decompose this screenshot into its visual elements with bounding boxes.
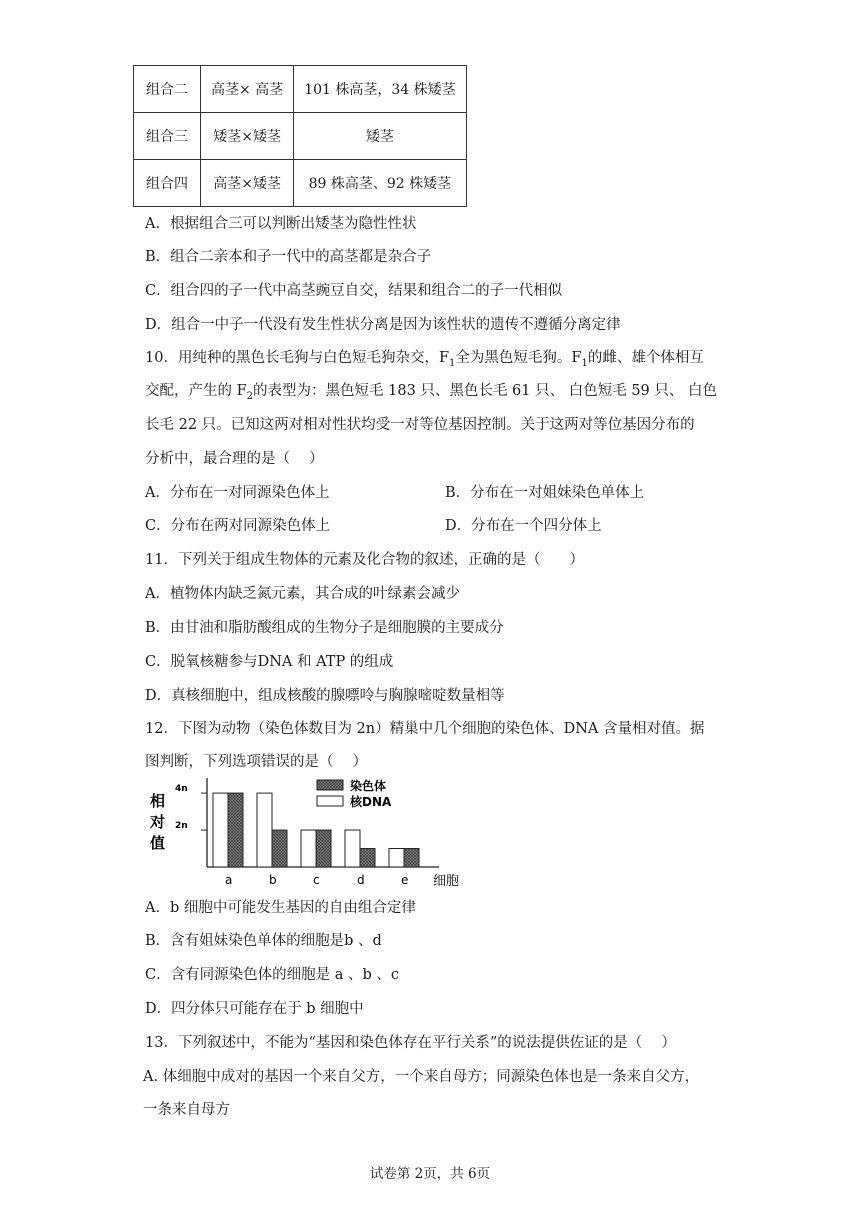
x-tick-label: a	[225, 873, 233, 887]
q10-stem-line2	[145, 381, 717, 407]
q10-option-a: A．分布在一对同源染色体上	[145, 485, 330, 501]
q12-stem-line2: 图判断，下列选项错误的是（ ）	[145, 754, 368, 770]
page-footer: 试卷第 2页，共 6页	[369, 1166, 491, 1182]
bar-chromosome	[360, 849, 375, 867]
cross-results-table	[133, 65, 467, 207]
x-tick-label: b	[269, 873, 277, 887]
q12-option-d: D．四分体只可能存在于 b 细胞中	[145, 1001, 364, 1017]
legend-swatch-dna	[317, 796, 343, 806]
q10-option-d: D．分布在一个四分体上	[445, 518, 602, 534]
x-tick-label: d	[357, 873, 365, 887]
table-cell-group: 组合四	[134, 160, 201, 207]
table-cell-result: 101 株高茎，34 株矮茎	[294, 66, 466, 113]
y-tick-label: 2n	[175, 821, 188, 832]
q10-text: 的雌、雄个体相互	[587, 350, 704, 366]
q11-stem: 11．下列关于组成生物体的元素及化合物的叙述，正确的是（ ）	[145, 552, 584, 568]
y-axis-label-char: 对	[150, 813, 166, 831]
q10-option-c: C．分布在两对同源染色体上	[145, 518, 331, 534]
x-axis-label: 细胞	[433, 874, 460, 889]
q9-option-a: A．根据组合三可以判断出矮茎为隐性性状	[145, 216, 417, 232]
q9-option-c: C．组合四的子一代中高茎豌豆自交，结果和组合二的子一代相似	[145, 283, 563, 299]
table-row	[134, 66, 467, 113]
q10-text: 全为黑色短毛狗。F	[455, 350, 582, 366]
q11-option-a: A．植物体内缺乏氮元素，其合成的叶绿素会减少	[145, 586, 460, 602]
q9-option-d: D．组合一中子一代没有发生性状分离是因为该性状的遗传不遵循分离定律	[145, 317, 621, 333]
q10-subscript: 1	[449, 357, 456, 369]
table-row	[134, 160, 467, 207]
table-cell-cross: 高茎×矮茎	[201, 160, 294, 207]
q13-option-a-line1: A. 体细胞中成对的基因一个来自父方，一个来自母方；同源染色体也是一条来自父方，	[143, 1069, 700, 1085]
bar-nuclear-dna	[257, 793, 272, 867]
q11-option-d: D．真核细胞中，组成核酸的腺嘌呤与胸腺嘧啶数量相等	[145, 688, 505, 704]
y-axis-label-char: 值	[150, 834, 166, 852]
bar-chromosome	[272, 830, 287, 867]
table-cell-result: 89 株高茎、92 株矮茎	[294, 160, 466, 207]
q12-option-c: C．含有同源染色体的细胞是 a 、b 、c	[145, 967, 399, 983]
q10-option-b: B．分布在一对姐妹染色单体上	[445, 485, 645, 501]
bar-nuclear-dna	[345, 830, 360, 867]
bar-nuclear-dna	[213, 793, 228, 867]
bar-chromosome	[316, 830, 331, 867]
bar-nuclear-dna	[389, 849, 404, 867]
bar-chromosome	[404, 849, 419, 867]
x-tick-label: e	[401, 873, 409, 887]
y-tick-label: 4n	[175, 784, 188, 795]
legend-swatch-chromosome	[317, 780, 343, 790]
table-cell-cross: 矮茎×矮茎	[201, 113, 294, 160]
q11-option-c: C．脱氧核糖参与DNA 和 ATP 的组成	[145, 654, 394, 670]
q12-stem-line1: 12．下图为动物（染色体数目为 2n）精巢中几个细胞的染色体、DNA 含量相对值。据	[145, 721, 705, 737]
x-tick-label: c	[313, 873, 320, 887]
table-cell-result: 矮茎	[294, 113, 466, 160]
q12-option-b: B．含有姐妹染色单体的细胞是b 、d	[145, 933, 382, 949]
chromosome-dna-bar-chart	[145, 772, 475, 890]
q10-text: 交配，产生的 F	[145, 383, 247, 399]
q13-option-a-line2: 一条来自母方	[143, 1102, 230, 1118]
q13-stem: 13．下列叙述中，不能为“基因和染色体存在平行关系”的说法提供佐证的是（ ）	[145, 1035, 676, 1051]
q10-stem-line1	[145, 348, 704, 374]
legend-label-chromosome: 染色体	[350, 779, 387, 793]
table-row	[134, 113, 467, 160]
table-cell-cross: 高茎× 高茎	[201, 66, 294, 113]
bar-nuclear-dna	[301, 830, 316, 867]
q9-option-b: B．组合二亲本和子一代中的高茎都是杂合子	[145, 249, 432, 265]
q10-stem-line4: 分析中，最合理的是（ ）	[145, 451, 324, 467]
q10-subscript: 2	[246, 390, 254, 402]
table-cell-group: 组合三	[134, 113, 201, 160]
table-cell-group: 组合二	[134, 66, 201, 113]
q12-option-a: A．b 细胞中可能发生基因的自由组合定律	[145, 900, 416, 916]
bar-chromosome	[228, 793, 243, 867]
y-axis-label-char: 相	[150, 792, 166, 810]
legend-label-dna: 核DNA	[350, 795, 392, 809]
q10-text: 10．用纯种的黑色长毛狗与白色短毛狗杂交，F	[145, 350, 450, 366]
q10-subscript: 1	[581, 357, 588, 369]
q10-stem-line3: 长毛 22 只。已知这两对相对性状均受一对等位基因控制。关于这两对等位基因分布的	[145, 417, 695, 433]
q11-option-b: B．由甘油和脂肪酸组成的生物分子是细胞膜的主要成分	[145, 620, 504, 636]
q10-text: 的表型为：黑色短毛 183 只、黑色长毛 61 只、 白色短毛 59 只、 白色	[253, 383, 717, 399]
